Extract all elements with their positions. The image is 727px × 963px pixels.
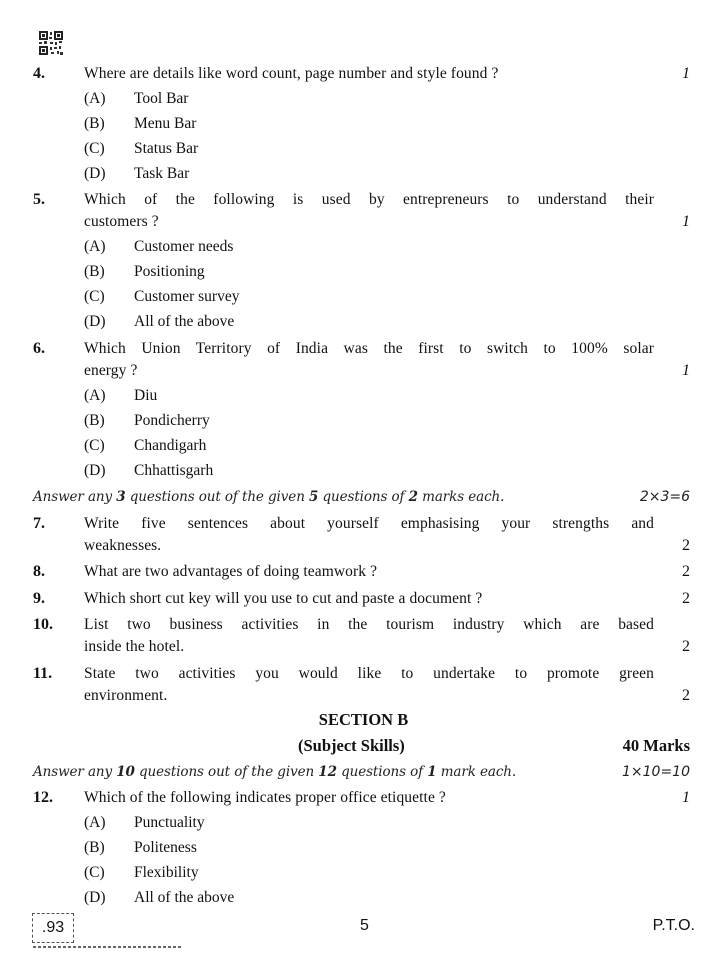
option-text: Chandigarh: [134, 437, 207, 454]
question-marks: 2: [682, 590, 690, 607]
question-text-cont: inside the hotel.: [84, 638, 185, 655]
option-text: Chhattisgarh: [134, 462, 214, 479]
option-label: (C): [84, 864, 105, 881]
option-text: All of the above: [134, 889, 235, 906]
page-number: 5: [360, 917, 369, 934]
question-number: 4.: [33, 65, 45, 82]
option-text: Politeness: [134, 839, 197, 856]
option-label: (C): [84, 288, 105, 305]
section-marks: 40 Marks: [622, 736, 690, 755]
question-text: Where are details like word count, page number and style found ?: [84, 65, 499, 82]
option-label: (B): [84, 115, 105, 132]
option-label: (A): [84, 814, 106, 831]
question-text: List two business activities in the tourism industry which are based: [84, 616, 654, 633]
question-number: 10.: [33, 616, 53, 633]
question-number: 9.: [33, 590, 45, 607]
question-marks: 2: [682, 563, 690, 580]
option-label: (A): [84, 90, 106, 107]
option-label: (B): [84, 839, 105, 856]
please-turn-over: P.T.O.: [652, 917, 695, 934]
question-number: 7.: [33, 515, 45, 532]
question-text: State two activities you would like to undertake to promote green: [84, 665, 654, 682]
option-text: Flexibility: [134, 864, 199, 881]
question-text: What are two advantages of doing teamwork ?: [84, 563, 378, 580]
option-label: (A): [84, 238, 106, 255]
option-text: Status Bar: [134, 140, 199, 157]
option-label: (C): [84, 140, 105, 157]
question-number: 6.: [33, 340, 45, 357]
question-number: 11.: [33, 665, 53, 682]
section-title: SECTION B: [318, 710, 409, 729]
question-text-cont: customers ?: [84, 213, 159, 230]
option-label: (D): [84, 889, 106, 906]
question-marks: 1: [682, 362, 690, 379]
question-number: 12.: [33, 789, 53, 806]
instruction-marks: 2×3=6: [639, 489, 690, 505]
question-marks: 1: [682, 65, 690, 82]
instruction-marks: 1×10=10: [622, 764, 690, 780]
option-label: (D): [84, 313, 106, 330]
question-text: Which short cut key will you use to cut and paste a document ?: [84, 590, 483, 607]
question-marks: 2: [682, 638, 690, 655]
paper-code-box: .93: [32, 913, 74, 943]
option-text: Customer survey: [134, 288, 240, 305]
section-subtitle: (Subject Skills): [298, 736, 405, 755]
option-label: (D): [84, 462, 106, 479]
question-text: Write five sentences about yourself emphasising your strengths and: [84, 515, 654, 532]
question-text: Which of the following indicates proper office etiquette ?: [84, 789, 446, 806]
option-text: Diu: [134, 387, 158, 404]
option-text: Menu Bar: [134, 115, 197, 132]
option-text: Customer needs: [134, 238, 234, 255]
question-marks: 1: [682, 789, 690, 806]
option-text: Punctuality: [134, 814, 205, 831]
option-label: (B): [84, 263, 105, 280]
question-number: 5.: [33, 191, 45, 208]
option-label: (A): [84, 387, 106, 404]
question-number: 8.: [33, 563, 45, 580]
question-text-cont: energy ?: [84, 362, 138, 379]
instruction-text: Answer any 10 questions out of the given 12 questions of 1 mark each.: [33, 764, 517, 780]
option-label: (C): [84, 437, 105, 454]
qr-code-icon: [39, 31, 63, 55]
option-text: Pondicherry: [134, 412, 210, 429]
footer-fine-print: [33, 946, 183, 948]
option-text: Positioning: [134, 263, 205, 280]
question-marks: 2: [682, 687, 690, 704]
question-marks: 1: [682, 213, 690, 230]
question-text: Which Union Territory of India was the first to switch to 100% solar: [84, 340, 654, 357]
question-text-cont: weaknesses.: [84, 537, 162, 554]
option-text: Task Bar: [134, 165, 190, 182]
question-text-cont: environment.: [84, 687, 168, 704]
instruction-text: Answer any 3 questions out of the given 5 questions of 2 marks each.: [33, 489, 505, 505]
question-marks: 2: [682, 537, 690, 554]
option-text: Tool Bar: [134, 90, 189, 107]
option-label: (B): [84, 412, 105, 429]
question-text: Which of the following is used by entrepreneurs to understand their: [84, 191, 654, 208]
option-text: All of the above: [134, 313, 235, 330]
option-label: (D): [84, 165, 106, 182]
